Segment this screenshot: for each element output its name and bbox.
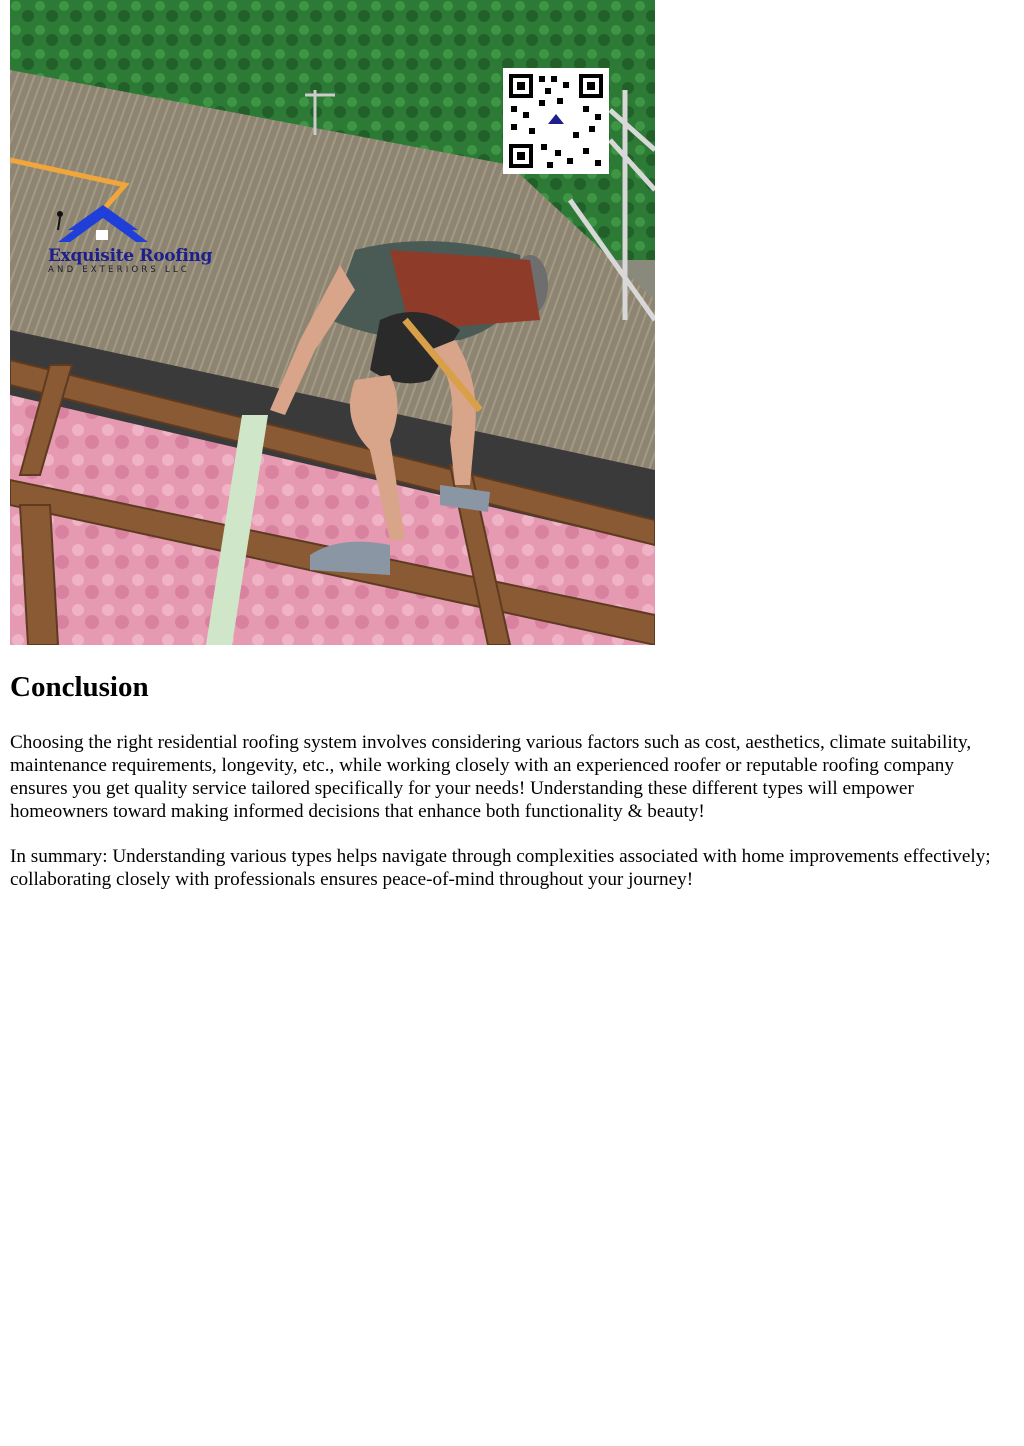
logo-subtitle: AND EXTERIORS LLC bbox=[48, 265, 190, 275]
page bbox=[10, 0, 1014, 890]
roofer-illustration bbox=[10, 0, 655, 645]
roofer-photo bbox=[10, 0, 655, 645]
paragraph-summary: In summary: Understanding various types helps navigate through complexities associated with home improvements effectively; collaborating closely with professionals ensures peace-of-mind throughout your journey! bbox=[10, 846, 991, 890]
qr-code-icon bbox=[503, 68, 609, 174]
logo-name: Exquisite Roofing bbox=[48, 246, 213, 266]
company-logo bbox=[48, 205, 218, 275]
section-heading: Conclusion bbox=[10, 671, 149, 703]
paragraph-conclusion: Choosing the right residential roofing system involves considering various factors such as cost, aesthetics, climate suitability, maintenance requirements, longevity, etc., while working closely with an experienced roofer or reputable roofing company ensures you get quality service tailored specifically for your needs! Understanding these different types will empower homeowners toward making informed decisions that enhance both functionality & beauty! bbox=[10, 732, 972, 822]
